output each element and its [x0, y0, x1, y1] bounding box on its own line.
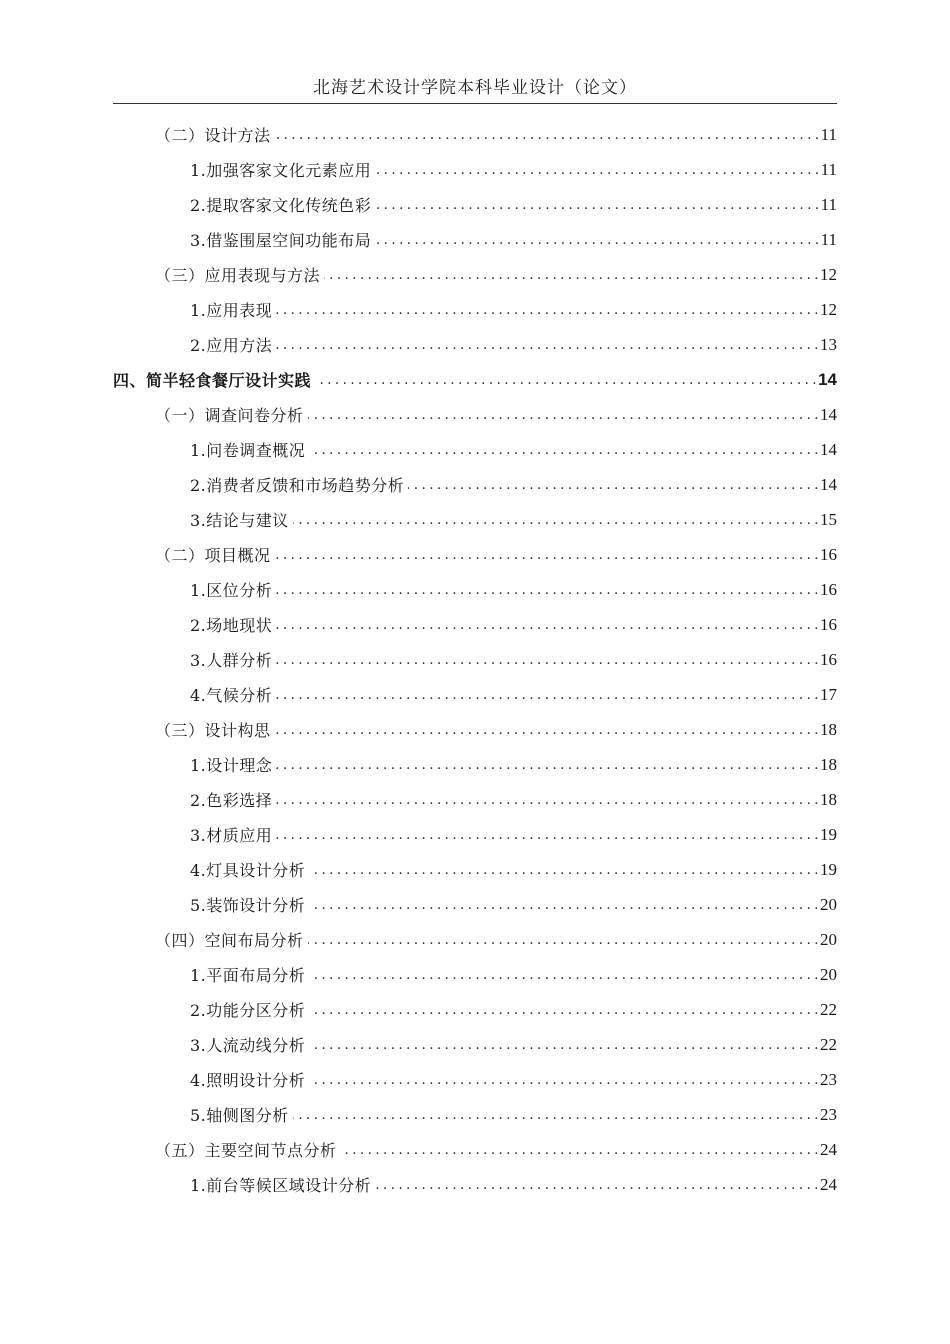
toc-entry-title: （四）空间布局分析 — [155, 931, 304, 950]
toc-leader-dots — [276, 301, 818, 319]
toc-entry-page: 20 — [820, 894, 837, 914]
toc-entry-title: 4.气候分析 — [190, 686, 273, 705]
toc-entry-title: 2.色彩选择 — [190, 791, 273, 810]
toc-entry-title: 3.人群分析 — [190, 651, 273, 670]
toc-entry-page: 17 — [820, 684, 837, 704]
toc-entry[interactable] — [190, 572, 837, 607]
toc-entry-page: 16 — [820, 614, 837, 634]
toc-leader-dots — [293, 511, 818, 529]
toc-entry-page: 16 — [820, 544, 837, 564]
toc-leader-dots — [375, 231, 818, 249]
toc-entry[interactable] — [190, 992, 837, 1027]
toc-entry[interactable] — [155, 922, 837, 957]
toc-entry-title: 3.借鉴围屋空间功能布局 — [190, 231, 372, 250]
toc-leader-dots — [276, 826, 818, 844]
toc-leader-dots — [309, 896, 818, 914]
toc-entry-page: 14 — [820, 439, 837, 459]
toc-entry-title: 3.结论与建议 — [190, 511, 289, 530]
toc-entry-page: 24 — [820, 1139, 837, 1159]
toc-entry-page: 24 — [820, 1174, 837, 1194]
toc-entry-title: 1.平面布局分析 — [190, 966, 306, 985]
toc-entry-page: 11 — [820, 124, 837, 144]
toc-leader-dots — [408, 476, 818, 494]
toc-entry-page: 14 — [818, 369, 837, 389]
toc-entry[interactable] — [155, 537, 837, 572]
toc-entry[interactable] — [190, 1062, 837, 1097]
toc-leader-dots — [315, 371, 816, 389]
toc-leader-dots — [275, 546, 818, 564]
toc-entry[interactable] — [190, 502, 837, 537]
toc-leader-dots — [275, 721, 818, 739]
toc-entry-title: （二）设计方法 — [155, 126, 271, 145]
toc-entry[interactable] — [155, 1132, 837, 1167]
toc-entry-title: 4.照明设计分析 — [190, 1071, 306, 1090]
toc-entry[interactable] — [190, 152, 837, 187]
toc-entry-title: 2.场地现状 — [190, 616, 273, 635]
toc-entry[interactable] — [190, 887, 837, 922]
toc-entry[interactable] — [155, 117, 837, 152]
toc-entry-title: 2.消费者反馈和市场趋势分析 — [190, 476, 405, 495]
toc-chapter-entry[interactable] — [113, 362, 837, 397]
toc-entry-page: 19 — [820, 824, 837, 844]
toc-entry[interactable] — [155, 257, 837, 292]
toc-leader-dots — [308, 931, 818, 949]
toc-entry-title: 4.灯具设计分析 — [190, 861, 306, 880]
toc-entry-title: 3.人流动线分析 — [190, 1036, 306, 1055]
toc-entry-page: 22 — [820, 1034, 837, 1054]
toc-leader-dots — [308, 406, 818, 424]
toc-leader-dots — [375, 196, 818, 214]
toc-entry-page: 16 — [820, 649, 837, 669]
toc-entry-page: 23 — [820, 1069, 837, 1089]
toc-entry-page: 19 — [820, 859, 837, 879]
toc-entry-page: 11 — [820, 159, 837, 179]
toc-leader-dots — [309, 861, 818, 879]
toc-entry[interactable] — [190, 1167, 837, 1202]
toc-leader-dots — [375, 161, 818, 179]
toc-entry-title: 1.加强客家文化元素应用 — [190, 161, 372, 180]
toc-entry-title: （三）应用表现与方法 — [155, 266, 321, 285]
toc-leader-dots — [309, 1001, 818, 1019]
toc-leader-dots — [276, 791, 818, 809]
toc-entry[interactable] — [190, 187, 837, 222]
toc-leader-dots — [276, 581, 818, 599]
toc-entry-page: 12 — [820, 264, 837, 284]
toc-entry[interactable] — [190, 1097, 837, 1132]
toc-entry-page: 22 — [820, 999, 837, 1019]
toc-entry[interactable] — [190, 852, 837, 887]
toc-entry-page: 16 — [820, 579, 837, 599]
toc-entry-title: 2.功能分区分析 — [190, 1001, 306, 1020]
toc-entry-page: 11 — [820, 229, 837, 249]
toc-entry-page: 23 — [820, 1104, 837, 1124]
toc-entry[interactable] — [190, 607, 837, 642]
toc-entry[interactable] — [190, 817, 837, 852]
toc-entry-title: 1.区位分析 — [190, 581, 273, 600]
toc-entry-page: 18 — [820, 754, 837, 774]
toc-entry[interactable] — [190, 222, 837, 257]
toc-entry-title: 2.应用方法 — [190, 336, 273, 355]
toc-entry[interactable] — [190, 1027, 837, 1062]
toc-entry-page: 14 — [820, 404, 837, 424]
toc-entry-title: 3.材质应用 — [190, 826, 273, 845]
toc-entry[interactable] — [190, 327, 837, 362]
toc-entry[interactable] — [155, 712, 837, 747]
toc-entry-title: （三）设计构思 — [155, 721, 271, 740]
toc-entry[interactable] — [155, 397, 837, 432]
toc-entry-title: （五）主要空间节点分析 — [155, 1141, 337, 1160]
toc-leader-dots — [276, 686, 818, 704]
header-rule — [113, 103, 837, 104]
toc-leader-dots — [309, 966, 818, 984]
toc-leader-dots — [275, 126, 819, 144]
toc-entry-title: 四、简半轻食餐厅设计实践 — [113, 371, 312, 390]
toc-entry-page: 14 — [820, 474, 837, 494]
toc-entry-title: （一）调查问卷分析 — [155, 406, 304, 425]
toc-entry-page: 15 — [820, 509, 837, 529]
toc-entry-page: 11 — [820, 194, 837, 214]
toc-entry-title: 1.问卷调查概况 — [190, 441, 306, 460]
toc-entry[interactable] — [190, 292, 837, 327]
toc-entry-page: 18 — [820, 789, 837, 809]
page-header-title: 北海艺术设计学院本科毕业设计（论文） — [313, 78, 637, 98]
toc-leader-dots — [375, 1176, 818, 1194]
toc-entry-page: 18 — [820, 719, 837, 739]
toc-entry[interactable] — [190, 957, 837, 992]
toc-leader-dots — [324, 266, 818, 284]
toc-entry-title: （二）项目概况 — [155, 546, 271, 565]
toc-entry-title: 5.轴侧图分析 — [190, 1106, 289, 1125]
toc-entry[interactable] — [190, 782, 837, 817]
toc-leader-dots — [293, 1106, 818, 1124]
toc-leader-dots — [341, 1141, 818, 1159]
toc-entry-title: 1.应用表现 — [190, 301, 273, 320]
toc-entry-title: 1.设计理念 — [190, 756, 273, 775]
toc-leader-dots — [276, 336, 818, 354]
toc-leader-dots — [276, 616, 818, 634]
toc-entry[interactable] — [190, 677, 837, 712]
toc-entry[interactable] — [190, 642, 837, 677]
toc-entry-title: 5.装饰设计分析 — [190, 896, 306, 915]
toc-leader-dots — [309, 441, 818, 459]
toc-leader-dots — [309, 1071, 818, 1089]
toc-entry[interactable] — [190, 467, 837, 502]
toc-entry-page: 12 — [820, 299, 837, 319]
toc-entry[interactable] — [190, 432, 837, 467]
toc-leader-dots — [276, 756, 818, 774]
toc-entry-page: 20 — [820, 964, 837, 984]
toc-entry-page: 13 — [820, 334, 837, 354]
toc-entry[interactable] — [190, 747, 837, 782]
toc-leader-dots — [309, 1036, 818, 1054]
toc-leader-dots — [276, 651, 818, 669]
toc-entry-page: 20 — [820, 929, 837, 949]
toc-entry-title: 2.提取客家文化传统色彩 — [190, 196, 372, 215]
toc-entry-title: 1.前台等候区域设计分析 — [190, 1176, 372, 1195]
